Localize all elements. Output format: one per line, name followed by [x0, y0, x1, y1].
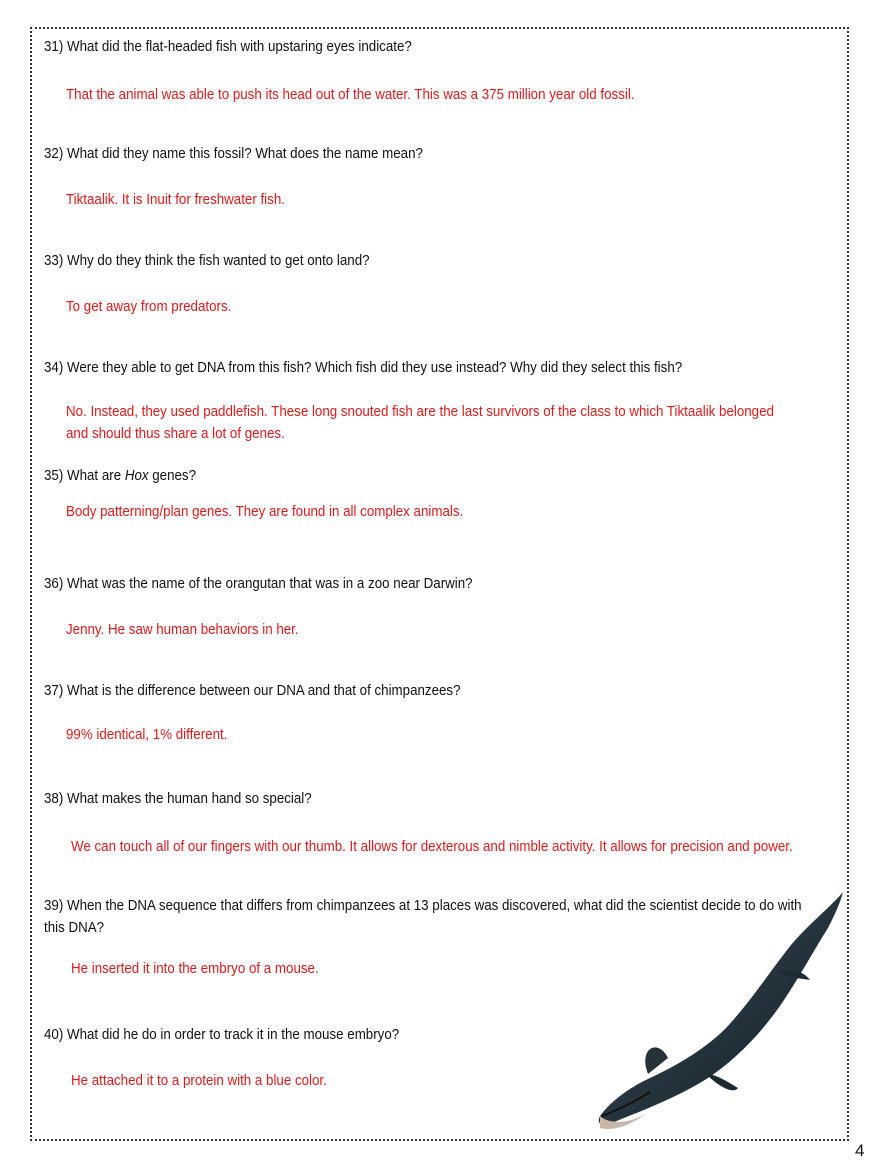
- question-35-prefix: 35) What are: [44, 468, 125, 484]
- question-38: 38) What makes the human hand so special?: [44, 791, 312, 807]
- answer-32: Tiktaalik. It is Inuit for freshwater fish.: [66, 192, 285, 208]
- answer-37: 99% identical, 1% different.: [66, 727, 228, 743]
- answer-35: Body patterning/plan genes. They are found in all complex animals.: [66, 504, 464, 520]
- question-35-suffix: genes?: [148, 468, 197, 484]
- page-number: 4: [855, 1141, 865, 1160]
- question-35-emphasis: Hox: [124, 468, 149, 484]
- question-32: 32) What did they name this fossil? What does the name mean?: [44, 146, 423, 162]
- question-31: 31) What did the flat-headed fish with upstaring eyes indicate?: [44, 39, 412, 55]
- answer-39: He inserted it into the embryo of a mouse.: [71, 961, 319, 977]
- question-40: 40) What did he do in order to track it in the mouse embryo?: [44, 1027, 400, 1043]
- question-36: 36) What was the name of the orangutan that was in a zoo near Darwin?: [44, 576, 473, 592]
- answer-34: No. Instead, they used paddlefish. These long snouted fish are the last survivors of the class to which Tiktaalik belonged and should thus share a lot of genes.: [66, 404, 774, 442]
- question-39: 39) When the DNA sequence that differs from chimpanzees at 13 places was discovered, what did the scientist decide to do with this DNA?: [44, 898, 802, 936]
- answer-31: That the animal was able to push its head out of the water. This was a 375 million year old fossil.: [66, 87, 635, 103]
- answer-38: We can touch all of our fingers with our thumb. It allows for dexterous and nimble activity. It allows for precision and power.: [71, 839, 793, 855]
- answer-36: Jenny. He saw human behaviors in her.: [66, 622, 299, 638]
- question-33: 33) Why do they think the fish wanted to get onto land?: [44, 253, 370, 269]
- tiktaalik-illustration: [588, 888, 850, 1138]
- answer-33: To get away from predators.: [66, 299, 232, 315]
- question-37: 37) What is the difference between our DNA and that of chimpanzees?: [44, 683, 461, 699]
- answer-40: He attached it to a protein with a blue color.: [71, 1073, 327, 1089]
- question-35: [44, 465, 762, 487]
- question-34: 34) Were they able to get DNA from this fish? Which fish did they use instead? Why did they select this fish?: [44, 360, 683, 376]
